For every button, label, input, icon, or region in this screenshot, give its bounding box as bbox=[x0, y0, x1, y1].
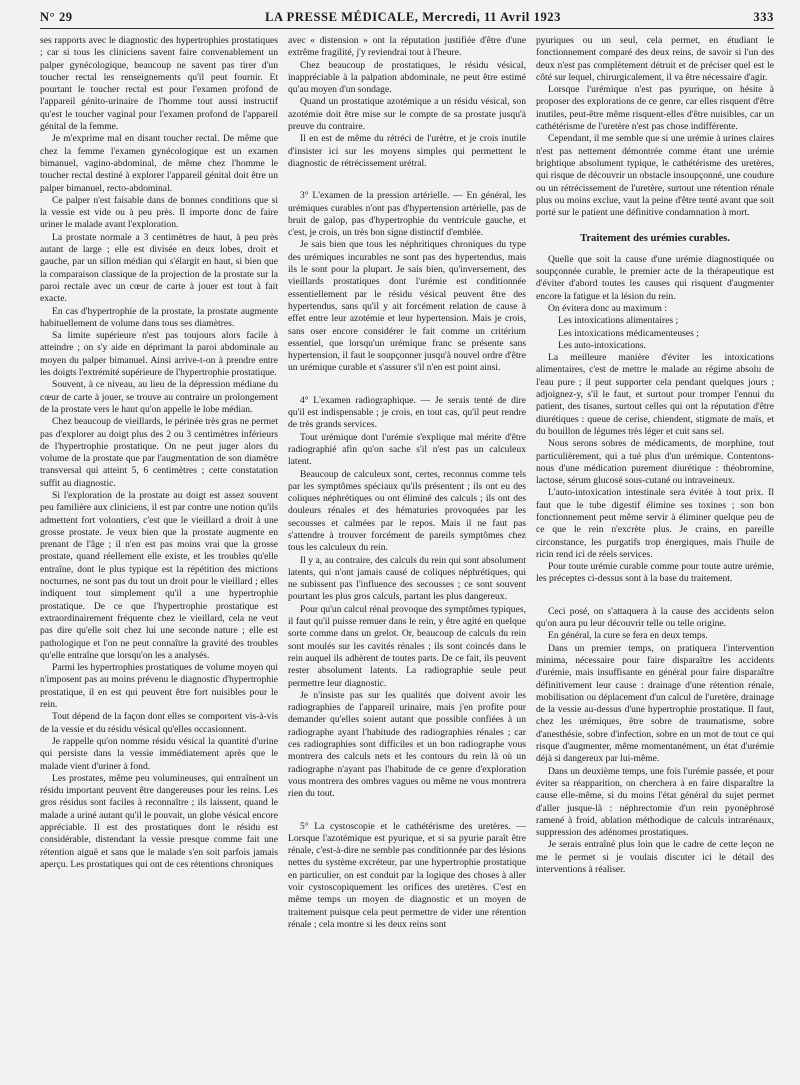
column-1 bbox=[40, 35, 278, 1085]
paragraph: Beaucoup de calculeux sont, certes, reconnus comme tels par les symptômes spéciaux qu'ils présentent ; ils ont eu des coliques néphrétiques ou ont éliminé des calculs ; ils ont des douleurs rénales et des hématuries provoquées par les secousses et calmées par le repos. Mais il ne faut pas s'attendre à trouver forcément de pareils symptômes chez tous les calculeux du rein. bbox=[288, 468, 526, 554]
paragraph: On évitera donc au maximum : bbox=[548, 302, 668, 314]
paragraph: Quelle que soit la cause d'une urémie diagnostiquée ou soupçonnée curable, le premier acte de la thérapeutique est d'éviter d'abord toutes les causes qui risquent d'augmenter encore la fatigue et la lésion du rein. bbox=[536, 253, 774, 302]
section-gap bbox=[288, 170, 526, 190]
section-paragraph: 3° L'examen de la pression artérielle. — En général, les urémiques curables n'ont pas d'hypertension artérielle, pas de bruit de galop, pas d'hypertrophie du ventricule gauche, et c'est, je crois, un très bon signe distinctif d'emblée. bbox=[288, 190, 526, 239]
paragraph: Ceci posé, on s'attaquera à la cause des accidents selon qu'on aura pu leur découvrir telle ou telle origine. bbox=[536, 605, 774, 630]
paragraph: avec « distension » ont la réputation justifiée d'être d'une extrême fragilité, j'y reviendrai tout à l'heure. bbox=[288, 35, 526, 59]
paragraph: Cependant, il me semble que si une urémie à urines claires n'est pas nettement démontrée comme étant une urémie brightique absolument typique, le cathétérisme des uretères, qui risque de découvrir un obstacle insoupçonné, une coudure ou un rétrécissement de l'uretère, surtout une rétention rénale plus ou moins exclue, vaut la peine d'être tenté avant que soit porté sur le patient une définitive condamnation à mort. bbox=[536, 133, 774, 219]
page-number: 333 bbox=[753, 10, 774, 24]
text-columns bbox=[40, 35, 774, 1085]
list-item: Les intoxications alimentaires ; bbox=[558, 315, 679, 327]
paragraph: Lorsque l'urémique n'est pas pyurique, on hésite à proposer des explorations de ce genre, car elles risquent d'être inutiles, peut-être même risquent-elles d'être nuisibles, car un cathétérisme de l'uretère n'est pas chose indifférente. bbox=[536, 84, 774, 133]
paragraph: En général, la cure se fera en deux temps. bbox=[548, 630, 708, 642]
paragraph: Il y a, au contraire, des calculs du rein qui sont absolument latents, qui n'ont jamais causé de coliques néphrétiques, qui ne subissent pas l'influence des secousses ; ce sont souvent pourtant les plus gros calculs, partant les plus dangereux. bbox=[288, 554, 526, 603]
paragraph: Dans un premier temps, on pratiquera l'intervention minima, nécessaire pour faire disparaître les accidents d'urémie, mais insuffisante en général pour faire disparaître définitivement leur cause : drainage d'une rétention rénale, mobilisation ou déplacement d'un calcul de l'uretère, drainage de la vessie au-dessus d'une hypertrophie prostatique. Il faut, chez les urémiques, être sobre de traumatisme, sobre d'anesthésie, sobre d'infection, sobre en un mot de tout ce qui risque d'augmenter, même momentanément, un état d'urémie déjà si dangereux par lui-même. bbox=[536, 642, 774, 765]
paragraph: L'auto-intoxication intestinale sera évitée à tout prix. Il faut que le tube digestif élimine ses toxines ; son bon fonctionnement peut même servir à éliminer quelque peu de ce que le rein n'excrète plus. Je crains, en pareille circonstance, les purgatifs trop énergiques, mais l'huile de ricin rend ici de réels services. bbox=[536, 487, 774, 560]
paragraph: Chez beaucoup de vieillards, le périnée très gras ne permet pas d'explorer au doigt plus des 2 ou 3 centimètres inférieurs de l'hypertrophie prostatique. On ne peut juger alors du volume de la prostate que par l'augmentation de son diamètre transversal qui atteint 5, 6 centimètres ; cette constatation suffit au diagnostic. bbox=[40, 416, 278, 489]
paragraph: Souvent, à ce niveau, au lieu de la dépression médiane du cœur de carte à jouer, se trouve au contraire un prolongement de la prostate vers le haut qu'on appelle le lobe médian. bbox=[40, 379, 278, 415]
section-heading: Traitement des urémies curables. bbox=[580, 233, 730, 245]
paragraph: Chez beaucoup de prostatiques, le résidu vésical, inappréciable à la palpation abdominale, ne peut être estimé qu'au moyen d'un sondage. bbox=[288, 59, 526, 96]
paragraph: Tout dépend de la façon dont elles se comportent vis-à-vis de la vessie et du résidu vésical qu'elles occasionnent. bbox=[40, 711, 278, 735]
paragraph: Je m'exprime mal en disant toucher rectal. De même que chez la femme l'examen gynécologique est un examen bimanuel, vagino-abdominal, de même chez l'homme le toucher rectal destiné à explorer l'appareil génital doit être un palper bimanuel, recto-abdominal. bbox=[40, 133, 278, 194]
paragraph: En cas d'hypertrophie de la prostate, la prostate augmente habituellement de volume dans tous ses diamètres. bbox=[40, 305, 278, 329]
paragraph: Pour toute urémie curable comme pour toute autre urémie, les préceptes ci-dessus sont à la base du traitement. bbox=[536, 561, 774, 585]
paragraph: Dans un deuxième temps, une fois l'urémie passée, et pour éviter sa réapparition, on cherchera à en faire disparaître la cause elle-même, si du moins l'état général du sujet permet d'aller jusque-là : néphrectomie d'un rein pyonéphrosé ramené à froid, ablation méthodique de calculs intrarénaux, suppression des adénomes prostatiques. bbox=[536, 765, 774, 839]
paragraph: Sa limite supérieure n'est pas toujours alors facile à atteindre ; on s'y aide en déprimant la paroi abdominale au moyen du palper bimanuel. Ainsi arrive-t-on à prendre entre les doigts l'extrémité supérieure de l'hypertrophie prostatique. bbox=[40, 330, 278, 379]
issue-number: N° 29 bbox=[40, 10, 73, 24]
paragraph: Pour qu'un calcul rénal provoque des symptômes typiques, il faut qu'il puisse remuer dans le rein, y être agité en quelque sorte comme dans un grelot. Or, beaucoup de calculs du rein sont moulés sur les cavités rénales ; ils sont coincés dans le rein auquel ils adhèrent de toutes parts. De ce fait, ils peuvent rester absolument latents. La radiographie seule peut permettre leur diagnostic. bbox=[288, 603, 526, 689]
paragraph: Je n'insiste pas sur les qualités que doivent avoir les radiographies de l'appareil urinaire, mais j'en profite pour demander qu'elles soient autant que possible confiées à un radiographe ayant l'habitude des radiographies rénales ; car ces radiographies sont difficiles et un bon radiographe vous montrera des calculs nets et les contours du rein là où un radiographe n'ayant pas l'habitude de ce genre d'exploration vous montrera des ombres vagues ou même ne vous montrera rien du tout. bbox=[288, 689, 526, 800]
paragraph: Il en est de même du rétréci de l'urètre, et je crois inutile d'insister ici sur les moyens simples qui permettent le diagnostic de rétrécissement urétral. bbox=[288, 133, 526, 169]
paragraph: Ce palper n'est faisable dans de bonnes conditions que si la vessie est vide ou à peu près. Il importe donc de faire uriner le malade avant l'exploration. bbox=[40, 194, 278, 231]
paragraph: Quand un prostatique azotémique a un résidu vésical, son azotémie doit être mise sur le compte de sa prostate jusqu'à preuve du contraire. bbox=[288, 96, 526, 133]
section-paragraph: 5° La cystoscopie et le cathétérisme des uretères. — Lorsque l'azotémique est pyurique, et si sa pyurie paraît être rénale, c'est-à-dire ne semble pas conditionnée par des lésions nettes du système excréteur, par une hypertrophie prostatique en particulier, on est conduit par la logique des choses à aller voir cystoscopiquement les orifices des uretères. C'est en même temps un moyen de diagnostic et un moyen de traitement puisque cela peut permettre de vider une rétention rénale ; cela montre si les deux reins sont bbox=[288, 820, 526, 930]
section-paragraph: 4° L'examen radiographique. — Je serais tenté de dire qu'il est indispensable ; je crois, en tout cas, qu'il peut rendre de très grands services. bbox=[288, 394, 526, 431]
column-2 bbox=[288, 35, 526, 1085]
paragraph: La prostate normale a 3 centimètres de haut, à peu près autant de large ; elle est divisée en deux lobes, droit et gauche, par un sillon médian qui s'élargit en haut, si bien que la comparaison classique de la projection de la prostate sur la paroi rectale avec un cœur de carte à jouer est tout à fait exacte. bbox=[40, 231, 278, 305]
column-3 bbox=[536, 35, 774, 1085]
section-gap bbox=[288, 801, 526, 821]
section-gap bbox=[536, 586, 774, 606]
paragraph: Les prostates, même peu volumineuses, qui entraînent un résidu important peuvent être dangereuses pour les reins. Les gros résidus sont faciles à reconnaître ; ils laissent, quand le malade a uriné autant qu'il le pouvait, un globe vésical encore appréciable. Il est des prostatiques dont le résidu est considérable, distendant la vessie presque comme fait une rétention aiguë et sans que le malade s'en soit parfois jamais aperçu. Les prostatiques qui ont de ces rétentions chroniques bbox=[40, 772, 278, 870]
journal-title: LA PRESSE MÉDICALE, Mercredi, 11 Avril 1923 bbox=[265, 10, 562, 24]
paragraph: ses rapports avec le diagnostic des hypertrophies prostatiques ; car si tous les cliniciens savent faire convenablement un palper gynécologique, beaucoup ne savent pas tirer d'un toucher rectal les renseignements qu'il peut fournir. Et pourtant le toucher rectal est pour l'examen profond de l'appareil génito-urinaire de l'homme tout aussi instructif qu'est le toucher vaginal pour l'examen profond de l'appareil génital de la femme. bbox=[40, 35, 278, 133]
section-gap bbox=[288, 375, 526, 395]
paragraph: Je rappelle qu'on nomme résidu vésical la quantité d'urine qui persiste dans la vessie immédiatement après que le malade vient d'uriner à fond. bbox=[40, 735, 278, 772]
paragraph: Je sais bien que tous les néphritiques chroniques du type des urémiques incurables ne sont pas des hypertendus, mais ils le sont pour la plupart. Je sais bien, qu'inversement, des vieillards prostatiques dont l'urémie est conditionnée essentiellement par le résidu vésical peuvent être des hypertendus, sans qu'il y ait forcément relation de cause à effet entre leur azotémie et leur hypertension. Mais je crois, sans oser encore considérer le fait comme un critérium essentiel, que lorsqu'un urémique franc se présente sans hypertension, il faut le soupçonner jusqu'à nouvel ordre d'être un urémique curable et s'assurer s'il n'en est point ainsi. bbox=[288, 239, 526, 374]
paragraph: Parmi les hypertrophies prostatiques de volume moyen qui n'imposent pas au moins prévenu le diagnostic d'hypertrophie prostatique, il en est qui peuvent être fort nuisibles pour le rein. bbox=[40, 662, 278, 711]
paragraph: Nous serons sobres de médicaments, de morphine, tout particulièrement, qui a tué plus d'un urémique. Contentons-nous d'une médication purement diurétique : théobromine, lactose, sérum glucosé sous-cutané ou intraveineux. bbox=[536, 438, 774, 487]
paragraph: pyuriques ou un seul, cela permet, en étudiant le fonctionnement comparé des deux reins, de savoir si l'un des deux n'est pas complètement détruit et de préciser quel est le côté sur lequel, chirurgicalement, il va être nécessaire d'agir. bbox=[536, 35, 774, 83]
paragraph: La meilleure manière d'éviter les intoxications alimentaires, c'est de mettre le malade au régime absolu de l'eau pure ; il peut supporter cela pendant quelques jours ; adjoignez-y, s'il le faut, et surtout pour tromper l'ennui du patient, des tisanes, surtout celles qui ont la réputation d'être diurétiques : queue de cerise, chiendent, stigmate de maïs, et du bouillon de légumes très léger et cuit sans sel. bbox=[536, 352, 774, 437]
list-item: Les intoxications médicamenteuses ; bbox=[558, 327, 699, 339]
paragraph: Tout urémique dont l'urémie s'explique mal mérite d'être radiographié afin qu'on sache s'il n'est pas un calculeux latent. bbox=[288, 431, 526, 468]
paragraph: Si l'exploration de la prostate au doigt est assez souvent peu familière aux cliniciens, il est par contre une notion qu'ils admettent fort volontiers, c'est que le vieillard a droit à une grosse prostate. Je veux bien que la prostate augmente en prenant de l'âge ; il n'en est pas moins vrai que la grosse prostate, quand réellement elle existe, et les troubles qu'elle entraîne, dont le plus typique est la répétition des mictions nocturnes, ne sont pas du tout un droit pour le vieillard ; elles indiquent tout simplement qu'il a une hypertrophie prostatique. De ce que l'hypertrophie prostatique est extraordinairement fréquente chez le vieillard, cela ne veut pas dire qu'elle soit chez lui une seconde nature ; elle est pathologique et l'on ne peut connaître la gravité des troubles qu'elle entraîne que lorsqu'on les a analysés. bbox=[40, 489, 278, 661]
list-item: Les auto-intoxications. bbox=[558, 339, 646, 351]
page-header bbox=[40, 10, 774, 29]
paragraph: Je serais entraîné plus loin que le cadre de cette leçon ne me le permet si je voulais discuter ici le détail des interventions à réaliser. bbox=[536, 839, 774, 875]
